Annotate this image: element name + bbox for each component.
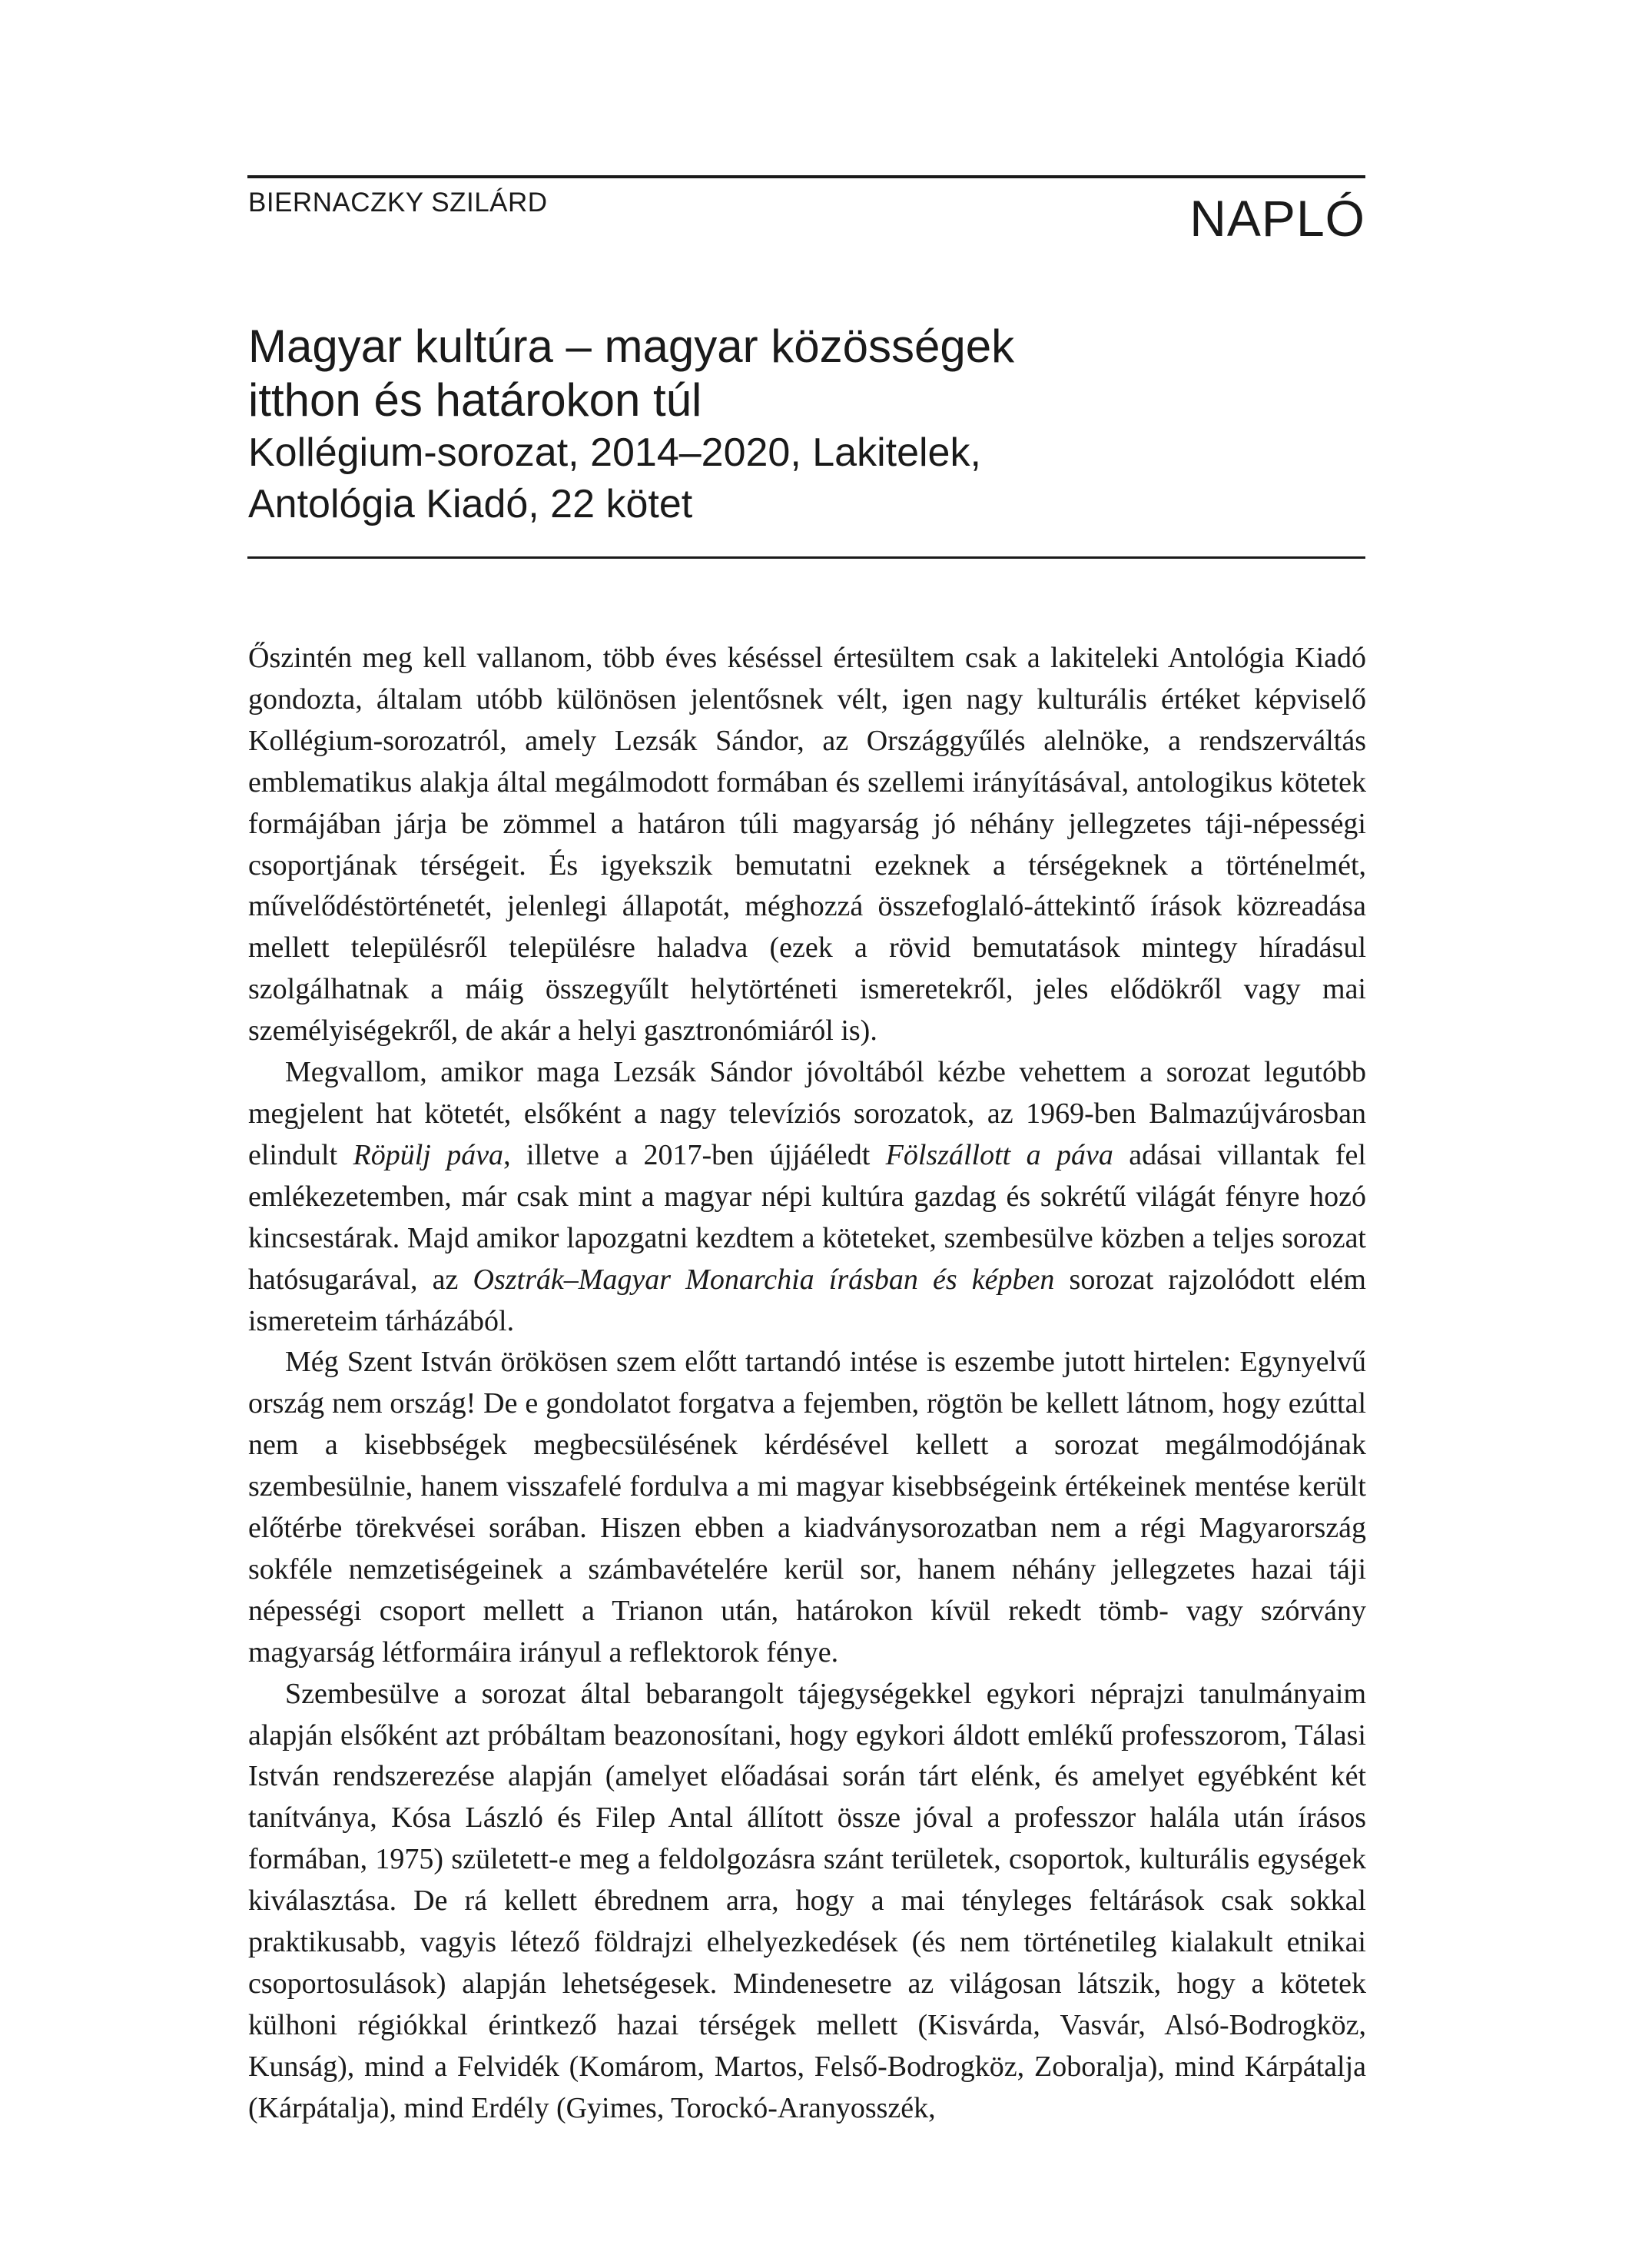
paragraph-2-text-1: Megvallom, amikor maga Lezsák Sándor jóvoltából kézbe vehettem a sorozat legutóbb megjelent hat kötetét, elsőként a nagy televíziós sorozatok, az 1969-ben Balmazújvárosban elindult xyxy=(248,1056,1366,1171)
paragraph-2 xyxy=(248,1052,1366,1342)
title-line-2: itthon és határokon túl xyxy=(248,374,702,426)
paragraph-3: Még Szent István örökösen szem előtt tartandó intése is eszembe jutott hirtelen: Egynyelvű ország nem ország! De e gondolatot forgatva a fejemben, rögtön be kellett látnom, hogy ezúttal nem a kisebbségek megbecsülésének kérdésével kellett a sorozat megálmodójának szembesülnie, hanem visszafelé fordulva a mi magyar kisebbségeink értékeinek mentése került előtérbe törekvései sorában. Hiszen ebben a kiadványsorozatban nem a régi Magyarország sokféle nemzetiségeinek a számbavételére kerül sor, hanem néhány jellegzetes hazai táji népességi csoport mellett a Trianon után, határokon kívül rekedt tömb- vagy szórvány magyarság létformáira irányul a reflektorok fénye. xyxy=(248,1346,1366,1669)
italic-title-ropulj-pava: Röpülj páva xyxy=(353,1138,504,1171)
paragraph-1: Őszintén meg kell vallanom, több éves késéssel értesültem csak a lakiteleki Antológia Kiadó gondozta, általam utóbb különösen jelentősnek vélt, igen nagy kulturális értéket képviselő Kollégium-sorozatról, amely Lezsák Sándor, az Országgyűlés alelnöke, a rendszerváltás emblematikus alakja által megálmodott formában és szellemi irányításával, antologikus kötetek formájában járja be zömmel a határon túli magyarság jó néhány jellegzetes táji-népességi csoportjának térségeit. És igyekszik bemutatni ezeknek a térségeknek a történelmét, művelődéstörténetét, jelenlegi állapotát, méghozzá összefoglaló-áttekintő írások közreadása mellett településről településre haladva (ezek a rövid bemutatások mintegy híradásul szolgálhatnak a máig összegyűlt helytörténeti ismeretekről, jeles elődökről vagy mai személyiségekről, de akár a helyi gasztronómiáról is). xyxy=(248,642,1366,1048)
paragraph-2-text-3: adásai villantak fel emlékezetemben, már csak mint a magyar népi kultúra gazdag és sokrétű világát fényre hozó kincsestárak. Majd amikor lapozgatni kezdtem a köteteket, szembesülve közben a teljes sorozat hatósugarával, az xyxy=(248,1138,1366,1296)
italic-title-folszallott-a-pava: Fölszállott a páva xyxy=(885,1138,1113,1171)
subtitle-line-1: Kollégium-sorozat, 2014–2020, Lakitelek, xyxy=(248,430,981,475)
author-name: BIERNACZKY SZILÁRD xyxy=(248,188,548,218)
paragraph-2-text-2: , illetve a 2017-ben újjáéledt xyxy=(503,1138,886,1171)
header-rule xyxy=(247,175,1365,178)
article-body xyxy=(248,638,1366,2130)
title-rule xyxy=(247,556,1365,559)
subtitle-line-2: Antológia Kiadó, 22 kötet xyxy=(248,482,693,526)
title-line-1: Magyar kultúra – magyar közösségek xyxy=(248,320,1015,372)
paragraph-2-text-4: sorozat rajzolódott elém ismereteim tárházából. xyxy=(248,1263,1366,1337)
italic-title-monarchia: Osztrák–Magyar Monarchia írásban és képben xyxy=(473,1263,1055,1296)
article-title xyxy=(248,320,1366,530)
section-label: NAPLÓ xyxy=(1189,190,1365,247)
paragraph-4: Szembesülve a sorozat által bebarangolt tájegységekkel egykori néprajzi tanulmányaim alapján elsőként azt próbáltam beazonosítani, hogy egykori áldott emlékű professzorom, Tálasi István rendszerezése alapján (amelyet előadásai során tárt elénk, és amelyet egyébként két tanítványa, Kósa László és Filep Antal állított össze jóval a professzor halála után írásos formában, 1975) született-e meg a feldolgozásra szánt területek, csoportok, kulturális egységek kiválasztása. De rá kellett ébrednem arra, hogy a mai tényleges feltárások csak sokkal praktikusabb, vagyis létező földrajzi elhelyezkedések (és nem történetileg kialakult etnikai csoportosulások) alapján lehetségesek. Mindenesetre az világosan látszik, hogy a kötetek külhoni régiókkal érintkező hazai térségek mellett (Kisvárda, Vasvár, Alsó-Bodrogköz, Kunság), mind a Felvidék (Komárom, Martos, Felső-Bodrogköz, Zoboralja), mind Kárpátalja (Kárpátalja), mind Erdély (Gyimes, Torockó-Aranyosszék, xyxy=(248,1677,1366,2124)
